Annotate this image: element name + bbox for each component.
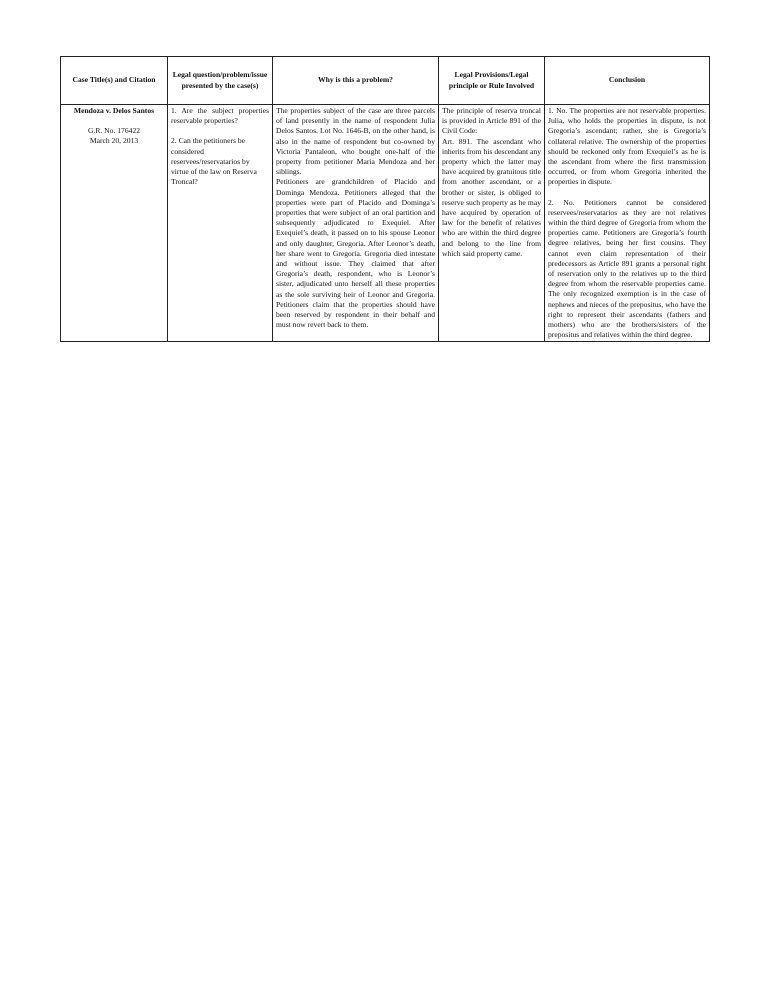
why-problem-cell — [273, 105, 439, 342]
header-why-problem: Why is this a problem? — [273, 57, 439, 105]
issue-cell — [168, 105, 273, 342]
header-case-title: Case Title(s) and Citation — [61, 57, 168, 105]
provisions-cell — [439, 105, 545, 342]
conclusion-cell — [545, 105, 710, 342]
decision-date: March 20, 2013 — [89, 136, 139, 146]
header-conclusion: Conclusion — [545, 57, 710, 105]
provision-intro: The principle of reserva troncal is provided in Article 891 of the Civil Code: — [442, 106, 541, 136]
issue-1: 1. Are the subject properties reservable properties? — [171, 106, 269, 126]
header-legal-provisions: Legal Provisions/Legal principle or Rule Involved — [439, 57, 545, 105]
conclusion-1: 1. No. The properties are not reservable properties. Julia, who holds the properties in dispute, is not Gregoria’s ascendant; rather, she is Gregoria’s collateral relative. The ownership of the properties should be reckoned only from Exequiel’s as he is the ascendant from where the first transmission occurred, or from whom Gregoria inherited the properties in dispute. — [548, 106, 706, 187]
conclusion-2: 2. No. Petitioners cannot be considered reservees/reservatarios as they are not relatives within the third degree of Gregoria from whom the properties came. Petitioners are Gregoria’s fourth degree relatives, being her first cousins. They cannot even claim representation of their predecessors as Article 891 grants a personal right of reservation only to the relatives up to the third degree from whom the reservable properties came. The only recognized exemption is in the case of nephews and nieces of the prepositus, who have the right to represent their ascendants (fathers and mothers) who are the brothers/sisters of the prepositus and relatives within the third degree. — [548, 197, 706, 340]
provision-article: Art. 891. The ascendant who inherits from his descendant any property which the latter may have acquired by gratuitous title from another ascendant, or a brother or sister, is obliged to reserve such property as he may have acquired by operation of law for the benefit of relatives who are within the third degree and belong to the line from which said property came. — [442, 136, 541, 258]
case-title: Mendoza v. Delos Santos — [73, 106, 155, 115]
case-title-cell — [61, 105, 168, 342]
header-row — [61, 57, 710, 105]
header-legal-question: Legal question/problem/issue presented by the case(s) — [168, 57, 273, 105]
gr-number: G.R. No. 176422 — [87, 126, 141, 136]
why-paragraph-1: The properties subject of the case are three parcels of land presently in the name of respondent Julia Delos Santos. Lot No. 1646-B, on the other hand, is also in the name of respondent but co-owned by Victoria Pantaleon, who bought one-half of the property from petitioner Maria Mendoza and her siblings. — [276, 106, 435, 177]
issue-2: 2. Can the petitioners be considered reservees/reservatarios by virtue of the law on Reserva Troncal? — [171, 136, 257, 187]
table-row — [61, 105, 710, 342]
case-digest-table — [60, 56, 710, 342]
why-paragraph-2: Petitioners are grandchildren of Placido and Dominga Mendoza. Petitioners alleged that the properties were part of Placido and Dominga’s properties that were subject of an oral partition and subsequently adjudicated to Exequiel. After Exequiel’s death, it passed on to his spouse Leonor and only daughter, Gregoria. After Leonor’s death, her share went to Gregoria. Gregoria died intestate and without issue. They claimed that after Gregoria’s death, respondent, who is Leonor’s sister, adjudicated unto herself all these properties as the sole surviving heir of Leonor and Gregoria. Petitioners claim that the properties should have been reserved by respondent in their behalf and must now revert back to them. — [276, 177, 435, 330]
